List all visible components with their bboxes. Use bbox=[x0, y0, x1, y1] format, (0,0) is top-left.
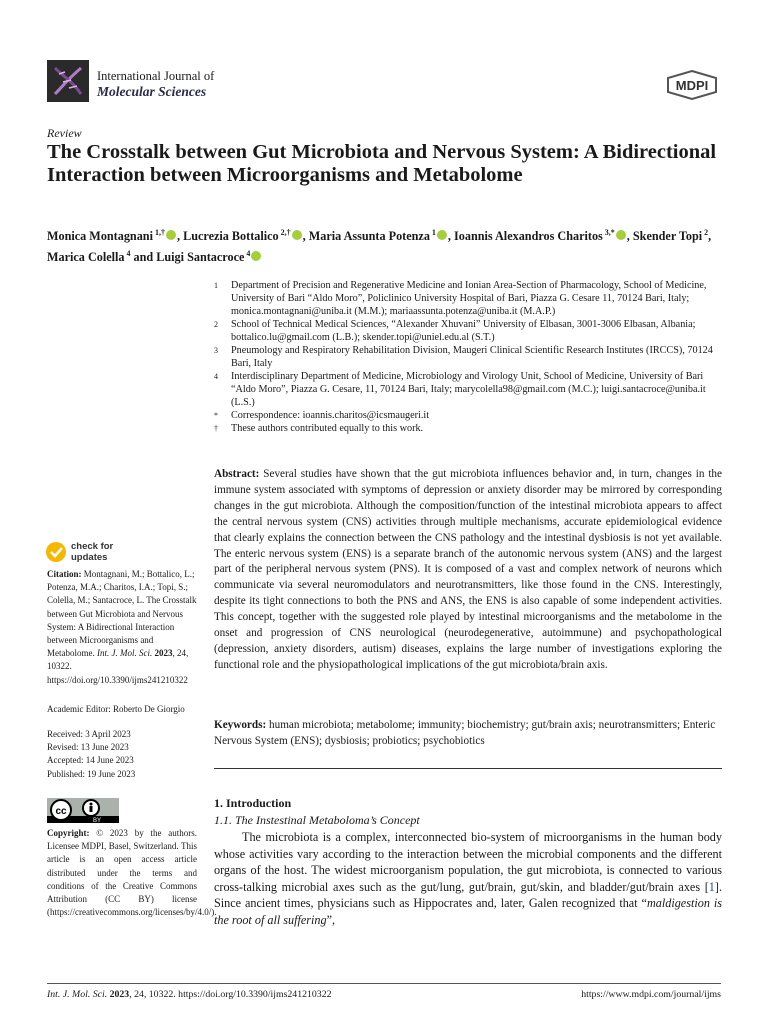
mdpi-logo-icon[interactable] bbox=[664, 70, 720, 100]
abstract-text: Several studies have shown that the gut microbiota influences behavior and, in turn, changes in the immune system associated with symptoms of depression or anxiety disorder may be mirrored by corresponding changes in the gut microbiota. Although the composition/function of the intestinal microbiota appears to affect the central nervous system (CNS) activities through multiple mechanisms, accurate epidemiological evidence that clearly explains the connection between the CNS pathology and the intestinal dysbiosis is not yet available. The enteric nervous system (ENS) is a separate branch of the autonomic nervous system (ANS) and the largest part of the peripheral nervous system (PNS). It is composed of a vast and complex network of neurons which communicate via several neuromodulators and neurotransmitters, like those found in the CNS. Interestingly, despite its tight connections to both the PNS and ANS, the ENS is also capable of some independent activities. This concept, together with the suggested role played by intestinal microorganisms and the metabolome in the onset and progression of CNS neurological (neurodegenerative, autoimmune) and psychopathological (depression, anxiety disorders, autism) diseases, explains the large number of investigations exploring the functional role and the physiopathological implications of the gut microbiota/brain axis. bbox=[214, 468, 722, 671]
check-line1: check for bbox=[71, 541, 114, 552]
accepted-date: Accepted: 14 June 2023 bbox=[47, 755, 134, 766]
para-quote: maldigestion is the root of all suffering bbox=[214, 896, 722, 927]
keywords bbox=[214, 718, 722, 750]
affiliation-text: Department of Precision and Regenerative Medicine and Ionian Area-Section of Pharmacology, School of Medicine, University of Bari “Aldo Moro”, Policlinico University Hospital of Bari, Piazza G. Cesare 11, 70124 Bari, Italy; monica.montagnani@uniba.it (M.M.); mariaassunta.potenza@uniba.it (M.A.P.) bbox=[231, 280, 707, 317]
para-text2: ]. Since ancient times, physicians such as Hippocrates and, later, Galen recognized that “ bbox=[214, 879, 722, 911]
author-affiliation-marker: 4 bbox=[246, 249, 251, 259]
footer-year: 2023 bbox=[109, 989, 130, 1000]
keywords-label: Keywords: bbox=[214, 719, 267, 731]
revised-date: Revised: 13 June 2023 bbox=[47, 742, 129, 753]
keywords-text: human microbiota; metabolome; immunity; biochemistry; gut/brain axis; neurotransmitters; Enteric Nervous System (ENS); dysbiosis; probiotics; psychobiotics bbox=[214, 719, 716, 747]
copyright-text: © 2023 by the authors. Licensee MDPI, Basel, Switzerland. This article is an open access article distributed under the terms and conditions of the Creative Commons Attribution (CC BY) license (https://creativecommons.org/licenses/by/4.0/). bbox=[47, 828, 217, 918]
cc-mark: cc bbox=[55, 806, 67, 817]
section-divider bbox=[214, 768, 722, 769]
received-date: Received: 3 April 2023 bbox=[47, 729, 131, 739]
author-name: Skender Topi bbox=[632, 229, 703, 244]
affiliation-item bbox=[214, 409, 726, 422]
academic-editor: Academic Editor: Roberto De Giorgio bbox=[47, 704, 185, 714]
citation-year: 2023 bbox=[154, 648, 173, 659]
section-title: 1. Introduction bbox=[214, 796, 292, 810]
abstract-label: Abstract: bbox=[214, 468, 260, 480]
journal-name-line1: International Journal of bbox=[97, 69, 215, 83]
orcid-icon[interactable] bbox=[437, 230, 447, 240]
orcid-icon[interactable] bbox=[616, 230, 626, 240]
cc-by-label: BY bbox=[92, 818, 102, 823]
author-name: Maria Assunta Potenza bbox=[308, 229, 430, 244]
author-affiliation-marker: 2 bbox=[704, 228, 709, 237]
citation-block bbox=[47, 568, 197, 687]
copyright-label: Copyright: bbox=[47, 828, 90, 838]
author-list bbox=[47, 224, 727, 266]
author-name: Marica Colella bbox=[47, 250, 125, 265]
author-affiliation-marker: 4 bbox=[126, 249, 131, 259]
reference-link[interactable]: 1 bbox=[708, 879, 715, 894]
citation-text: Montagnani, M.; Bottalico, L.; Potenza, M.A.; Charitos, I.A.; Topi, S.; Colella, M.; Santacroce, L. The Crosstalk between Gut Microbiota and Nervous System: A Bidirectional Interaction between Microorganisms and Metabolome. bbox=[47, 569, 197, 659]
article-title: The Crosstalk between Gut Microbiota and Nervous System: A Bidirectional Interaction between Microorganisms and Metabolome bbox=[47, 141, 717, 186]
author-affiliation-marker: 3,* bbox=[604, 228, 615, 237]
author-affiliation-marker: 1 bbox=[431, 228, 436, 237]
affiliation-marker: * bbox=[214, 411, 218, 420]
author-name: Luigi Santacroce bbox=[156, 250, 245, 265]
footer-rule bbox=[47, 983, 721, 984]
affiliation-text: These authors contributed equally to this work. bbox=[231, 423, 424, 434]
affiliation-text: School of Technical Medical Sciences, “Alexander Xhuvani” University of Elbasan, 3001-3006 Elbasan, Albania; bottalico.lu@gmail.com (L.B.); skender.topi@uniel.edu.al (S.T.) bbox=[231, 319, 696, 343]
author-separator: , bbox=[708, 229, 712, 244]
author-separator: and bbox=[130, 250, 157, 265]
cc-by-license-icon[interactable] bbox=[47, 798, 119, 823]
author-separator: , bbox=[626, 229, 633, 244]
dates-block bbox=[47, 728, 197, 781]
affiliation-item bbox=[214, 318, 726, 344]
affiliation-marker: 2 bbox=[214, 320, 218, 329]
footer-rest[interactable]: , 24, 10322. https://doi.org/10.3390/ijms241210322 bbox=[129, 989, 332, 1000]
footer-journal: Int. J. Mol. Sci. bbox=[47, 989, 108, 1000]
journal-name-line2: Molecular Sciences bbox=[97, 84, 207, 99]
article-type: Review bbox=[47, 126, 82, 140]
footer-url[interactable]: https://www.mdpi.com/journal/ijms bbox=[581, 989, 721, 1000]
journal-logo-icon bbox=[47, 60, 89, 102]
affiliation-text: Pneumology and Respiratory Rehabilitation Division, Maugeri Clinical Scientific Research Institutes (IRCCS), 70124 Bari, Italy bbox=[231, 345, 713, 369]
orcid-icon[interactable] bbox=[251, 251, 261, 261]
para-end: ”, bbox=[326, 912, 336, 927]
affiliation-item bbox=[214, 344, 726, 370]
copyright-block bbox=[47, 827, 217, 919]
journal-name bbox=[97, 69, 214, 99]
affiliation-marker: 4 bbox=[214, 372, 218, 381]
affiliation-marker: † bbox=[214, 424, 218, 433]
check-updates-icon bbox=[45, 541, 69, 563]
para-text: The microbiota is a complex, interconnected bio-system of microorganisms in the human body whose activities vary according to the interaction between the microbial components and the different organs of the host. The widest microorganism population, the gut microbiota, is connected to various cross-talking microbial axes such as the gut/lung, gut/brain, gut/skin, and bladder/gut/brain axes [ bbox=[214, 830, 722, 894]
affiliation-text: Correspondence: ioannis.charitos@icsmaugeri.it bbox=[231, 410, 430, 421]
intro-paragraph bbox=[214, 829, 722, 929]
affiliation-item bbox=[214, 422, 726, 435]
orcid-icon[interactable] bbox=[292, 230, 302, 240]
author-name: Monica Montagnani bbox=[47, 229, 153, 244]
affiliation-text: Interdisciplinary Department of Medicine, Microbiology and Virology Unit, School of Medicine, University of Bari “Aldo Moro”, Piazza G. Cesare, 11, 70124 Bari, Italy; marycolella98@gmail.com (M.C.); luigi.santacroce@uniba.it (L.S.) bbox=[231, 371, 706, 408]
author-name: Ioannis Alexandros Charitos bbox=[454, 229, 603, 244]
published-date: Published: 19 June 2023 bbox=[47, 768, 136, 779]
author-name: Lucrezia Bottalico bbox=[183, 229, 279, 244]
author-affiliation-marker: 2,† bbox=[280, 228, 291, 237]
author-separator: , bbox=[302, 229, 309, 244]
citation-volume[interactable]: , 24, 10322. https://doi.org/10.3390/ijms241210322 bbox=[47, 648, 189, 685]
citation-label: Citation: bbox=[47, 569, 82, 579]
affiliation-list bbox=[214, 279, 726, 435]
affiliation-item bbox=[214, 370, 726, 409]
author-separator: , bbox=[447, 229, 455, 244]
check-line2: updates bbox=[71, 552, 108, 563]
author-affiliation-marker: 1,† bbox=[154, 228, 165, 237]
subsection-title: 1.1. The Instestinal Metaboloma’s Concept bbox=[214, 813, 420, 827]
check-for-updates-button[interactable] bbox=[45, 541, 157, 563]
author-separator: , bbox=[176, 229, 184, 244]
mdpi-logo-text: MDPI bbox=[675, 78, 709, 93]
footer-citation bbox=[47, 989, 332, 1000]
abstract bbox=[214, 467, 722, 674]
orcid-icon[interactable] bbox=[166, 230, 176, 240]
affiliation-item bbox=[214, 279, 726, 318]
citation-journal: Int. J. Mol. Sci. bbox=[97, 648, 153, 659]
affiliation-marker: 1 bbox=[214, 281, 218, 290]
affiliation-marker: 3 bbox=[214, 346, 218, 355]
